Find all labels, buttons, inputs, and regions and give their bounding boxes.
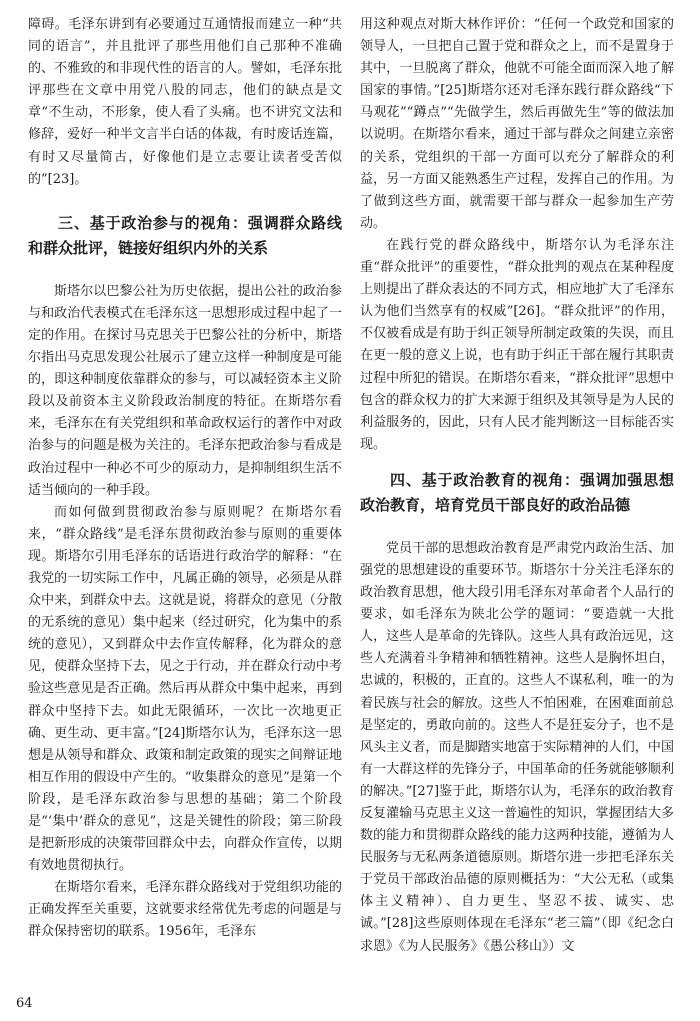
paragraph-political-education: 党员干部的思想政治教育是严肃党内政治生活、加强党的思想建设的重要环节。斯塔尔十分关注毛泽东的政治教育思想，他大段引用毛泽东对革命者个人品行的要求，如毛泽东为陕北公学的题词：“要造就一大批人，这些人是革命的先锋队。这些人具有政治远见，这些人充满着斗争精神和牺牲精神。这些人是胸怀坦白，忠诚的，积极的，正直的。这些人不谋私利，唯一的为着民族与社会的解放。这些人不怕困难，在困难面前总是坚定的，勇敢向前的。这些人不是狂妄分子，也不是风头主义者，而是脚踏实地富于实际精神的人们，中国有一大群这样的先锋分子，中国革命的任务就能够顺利的解决。”[27]鉴于此，斯塔尔认为，毛泽东的政治教育反复灌输马克思主义这一普遍性的知识，掌握团结大多数的能力和贯彻群众路线的能力这两种技能，遵循为人民服务与无私两条道德原则。斯塔尔进一步把毛泽东关于党员干部政治品德的原则概括为：“大公无私（或集体主义精神）、自力更生、坚忍不拔、诚实、忠诚。”[28]这些原则体现在毛泽东“老三篇”（即《纪念白求恩》《为人民服务》《愚公移山》）文: [360, 540, 674, 954]
paragraph-continued: 障碍。毛泽东讲到有必要通过互通情报而建立一种“共同的语言”，并且批评了那些用他们自己那种不准确的、不雅致的和非现代性的语言的人。譬如，毛泽东批评那些在文章中用党八股的同志，他们的缺点是文章“不生动，不形象，使人看了头痛。也不讲究文法和修辞，爱好一种半文言半白话的体裁，有时废话连篇，有时又尽量简古，好像他们是立志要让读者受苦似的”[23]。: [28, 17, 342, 187]
paragraph-paris-commune: 斯塔尔以巴黎公社为历史依据，提出公社的政治参与和政治代表模式在毛泽东这一思想形成过程中起了一定的作用。在探讨马克思关于巴黎公社的分析中，斯塔尔指出马克思发现公社展示了建立这样一种制度是可能的，即这种制度依靠群众的参与，可以减轻资本主义阶段以及前资本主义阶段政治制度的特征。在斯塔尔看来，毛泽东在有关党组织和革命政权运行的著作中对政治参与的问题是极为关注的。毛泽东把政治参与看成是政治过程中一种必不可少的原动力，是抑制组织生活不适当倾向的一种手段。: [28, 283, 342, 498]
left-column: [28, 14, 342, 944]
right-column: [360, 14, 674, 958]
paragraph-mass-criticism: 在践行党的群众路线中，斯塔尔认为毛泽东注重“群众批评”的重要性，“群众批判的观点在某种程度上则提出了群众表达的不同方式，相应地扩大了毛泽东认为他们当然享有的权威”[26]。“群众批评”的作用，不仅被看成是有助于纠正领导所制定政策的失误，而且在更一般的意义上说，也有助于纠正干部在履行其职责过程中所犯的错误。在斯塔尔看来，“群众批评”思想中包含的群众权力的扩大来源于组织及其领导是为人民的利益服务的，因此，只有人民才能判断这一目标能否实现。: [360, 237, 674, 452]
section-heading-3: 三、基于政治参与的视角：强调群众路线和群众批评，链接好组织内外的关系: [28, 213, 342, 257]
paragraph-mass-line: 而如何做到贯彻政治参与原则呢？在斯塔尔看来，“群众路线”是毛泽东贯彻政治参与原则的重要体现。斯塔尔引用毛泽东的话语进行政治学的解释：“在我党的一切实际工作中，凡属正确的领导，必须是从群众中来，到群众中去。这就是说，将群众的意见（分散的无系统的意见）集中起来（经过研究，化为集中的系统的意见），又到群众中去作宣传解释，化为群众的意见，使群众坚持下去，见之于行动，并在群众行动中考验这些意见是否正确。然后再从群众中集中起来，再到群众中坚持下去。如此无限循环，一次比一次地更正确、更生动、更丰富。”[24]斯塔尔认为，毛泽东这一思想是从领导和群众、政策和制定政策的现实之间辩证地相互作用的假设中产生的。“收集群众的意见”是第一个阶段，是毛泽东政治参与思想的基础；第二个阶段是“‘集中’群众的意见”，这是关键性的阶段；第三阶段是把新形成的决策带回群众中去，向群众作宣传，以期有效地贯彻执行。: [28, 504, 342, 874]
paragraph-stalin-evaluation: 用这种观点对斯大林作评价：“任何一个政党和国家的领导人，一旦把自己置于党和群众之上，而不是置身于其中，一旦脱离了群众，他就不可能全面而深入地了解国家的事情。”[25]斯塔尔还对毛泽东践行群众路线“下马观花”“蹲点”“先做学生，然后再做先生”等的做法加以说明。在斯塔尔看来，通过干部与群众之间建立亲密的关系，党组织的干部一方面可以充分了解群众的利益，另一方面又能熟悉生产过程，发挥自己的作用。为了做到这些方面，就需要干部与群众一起参加生产劳动。: [360, 17, 674, 231]
page-number: 64: [16, 996, 33, 1011]
section-heading-4: 四、基于政治教育的视角：强调加强思想政治教育，培育党员干部良好的政治品德: [360, 470, 674, 514]
paragraph-mass-contact: 在斯塔尔看来，毛泽东群众路线对于党组织功能的正确发挥至关重要，这就要求经常优先考虑的问题是与群众保持密切的联系。1956年，毛泽东: [28, 880, 342, 940]
